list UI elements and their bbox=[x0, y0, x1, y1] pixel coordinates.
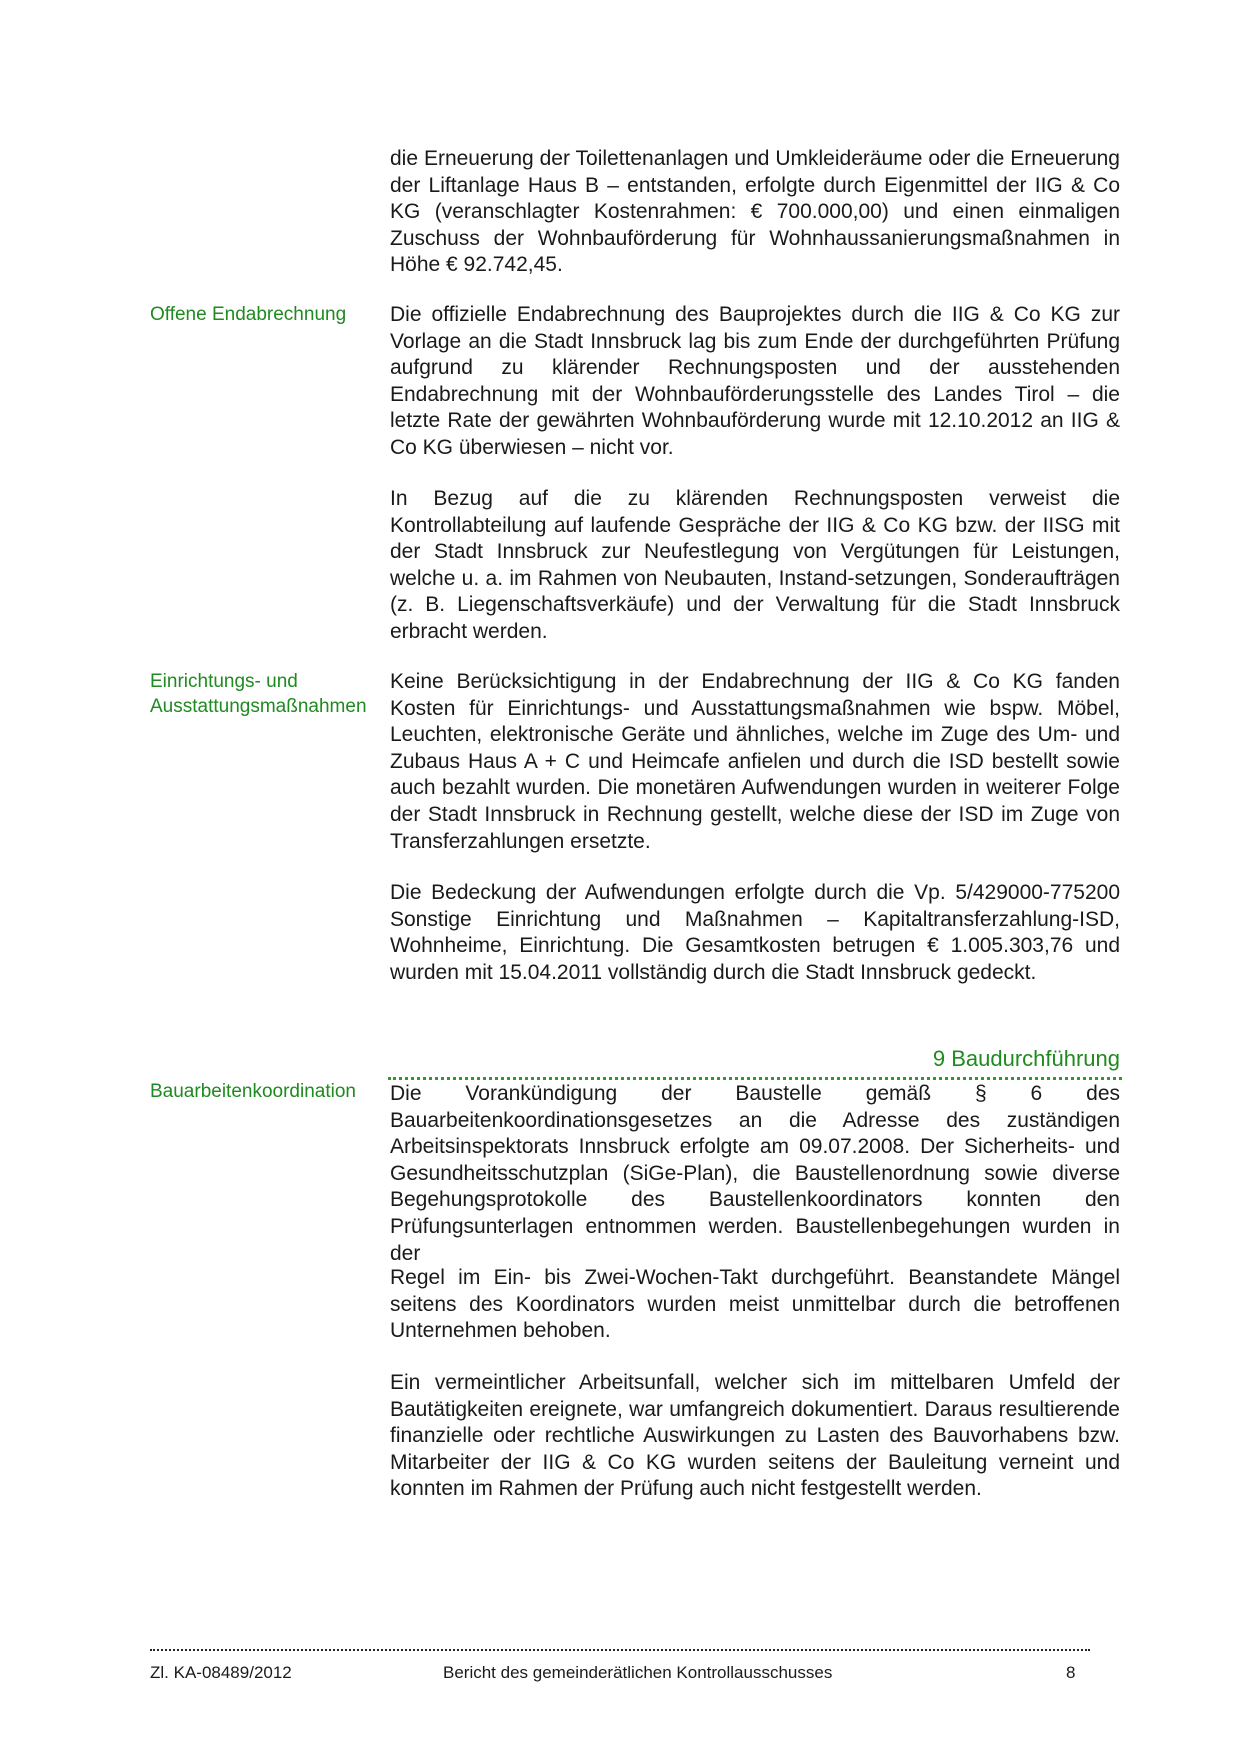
paragraph-text: die Erneuerung der Toilettenanlagen und Umkleideräume oder die Erneuerung der Liftanlage Haus B – entstanden, erfolgte durch Eigenmittel der IIG & Co KG (veranschlagter Kostenrahmen: € 700.000,00) und einen einmaligen Zuschuss der Wohnbauförderung für Wohnhaussanierungsmaßnahmen in Höhe € 92.742,45. bbox=[390, 147, 1120, 277]
sidenote-einrichtungsmassnahmen: Einrichtungs- und Ausstattungsmaßnahmen bbox=[150, 671, 367, 717]
sidenote-offene-endabrechnung: Offene Endabrechnung bbox=[150, 304, 347, 325]
section-heading: 9 Baudurchführung bbox=[932, 1046, 1120, 1071]
sidenote-bauarbeitenkoordination: Bauarbeitenkoordination bbox=[150, 1081, 356, 1102]
section-heading-divider bbox=[388, 1077, 1122, 1080]
paragraph-text: Die Vorankündigung der Baustelle gemäß § 6 des Bauarbeitenkoordinationsgesetzes an die Adresse des zuständigen Arbeitsinspektorats Innsbruck erfolgte am 09.07.2008. Der Sicherheits- und Gesundheitsschutzplan (SiGe-Plan), die Baustellenordnung sowie diverse Begehungsprotokolle des Baustellenkoordinators konnten den Prüfungsunterlagen entnommen werden. Baustellenbegehungen wurden in der bbox=[390, 1082, 1120, 1265]
footer-title: Bericht des gemeinderätlichen Kontrollausschusses bbox=[443, 1663, 833, 1682]
paragraph-text: Die Bedeckung der Aufwendungen erfolgte durch die Vp. 5/429000-775200 Sonstige Einrichtung und Maßnahmen – Kapitaltransferzahlung-ISD, Wohnheime, Einrichtung. Die Gesamtkosten betrugen € 1.005.303,76 und wurden mit 15.04.2011 vollständig durch die Stadt Innsbruck gedeckt. bbox=[390, 881, 1120, 984]
paragraph-text: Ein vermeintlicher Arbeitsunfall, welcher sich im mittelbaren Umfeld der Bautätigkeiten ereignete, war umfangreich dokumentiert. Daraus resultierende finanzielle oder rechtliche Auswirkungen zu Lasten des Bauvorhabens bzw. Mitarbeiter der IIG & Co KG wurden seitens der Bauleitung verneint und konnten im Rahmen der Prüfung auch nicht festgestellt werden. bbox=[390, 1371, 1120, 1501]
paragraph-vorankuendigung bbox=[390, 1081, 1120, 1267]
paragraph-text: Keine Berücksichtigung in der Endabrechnung der IIG & Co KG fanden Kosten für Einrichtungs- und Ausstattungsmaßnahmen wie bspw. Möbel, Leuchten, elektronische Geräte und ähnliches, welche im Zuge des Um- und Zubaus Haus A + C und Heimcafe anfielen und durch die ISD bestellt sowie auch bezahlt wurden. Die monetären Aufwendungen wurden in weiterer Folge der Stadt Innsbruck in Rechnung gestellt, welche diese der ISD im Zuge von Transferzahlungen ersetzte. bbox=[390, 670, 1120, 853]
paragraph-einrichtung bbox=[390, 669, 1120, 855]
paragraph-arbeitsunfall bbox=[390, 1370, 1120, 1503]
paragraph-text: In Bezug auf die zu klärenden Rechnungsposten verweist die Kontrollabteilung auf laufende Gespräche der IIG & Co KG bzw. der IISG mit der Stadt Innsbruck zur Neufestlegung von Vergütungen für Leistungen, welche u. a. im Rahmen von Neubauten, Instand-setzungen, Sonderaufträgen (z. B. Liegenschaftsverkäufe) und der Verwaltung für die Stadt Innsbruck erbracht werden. bbox=[390, 487, 1120, 643]
paragraph-text: Die offizielle Endabrechnung des Bauprojektes durch die IIG & Co KG zur Vorlage an die Stadt Innsbruck lag bis zum Ende der durchgeführten Prüfung aufgrund zu klärender Rechnungsposten und der ausstehenden Endabrechnung mit der Wohnbauförderungsstelle des Landes Tirol – die letzte Rate der gewährten Wohnbauförderung wurde mit 12.10.2012 an IIG & Co KG überwiesen – nicht vor. bbox=[390, 303, 1120, 459]
paragraph-continuation bbox=[390, 146, 1120, 279]
footer-divider bbox=[150, 1649, 1090, 1651]
paragraph-begehungen bbox=[390, 1265, 1120, 1345]
page-number: 8 bbox=[1066, 1663, 1076, 1682]
footer-reference: Zl. KA-08489/2012 bbox=[150, 1663, 292, 1682]
paragraph-rechnungsposten bbox=[390, 486, 1120, 646]
paragraph-text: Regel im Ein- bis Zwei-Wochen-Takt durchgeführt. Beanstandete Mängel seitens des Koordinators wurden meist unmittelbar durch die betroffenen Unternehmen behoben. bbox=[390, 1266, 1120, 1343]
paragraph-bedeckung bbox=[390, 880, 1120, 986]
paragraph-endabrechnung bbox=[390, 302, 1120, 462]
